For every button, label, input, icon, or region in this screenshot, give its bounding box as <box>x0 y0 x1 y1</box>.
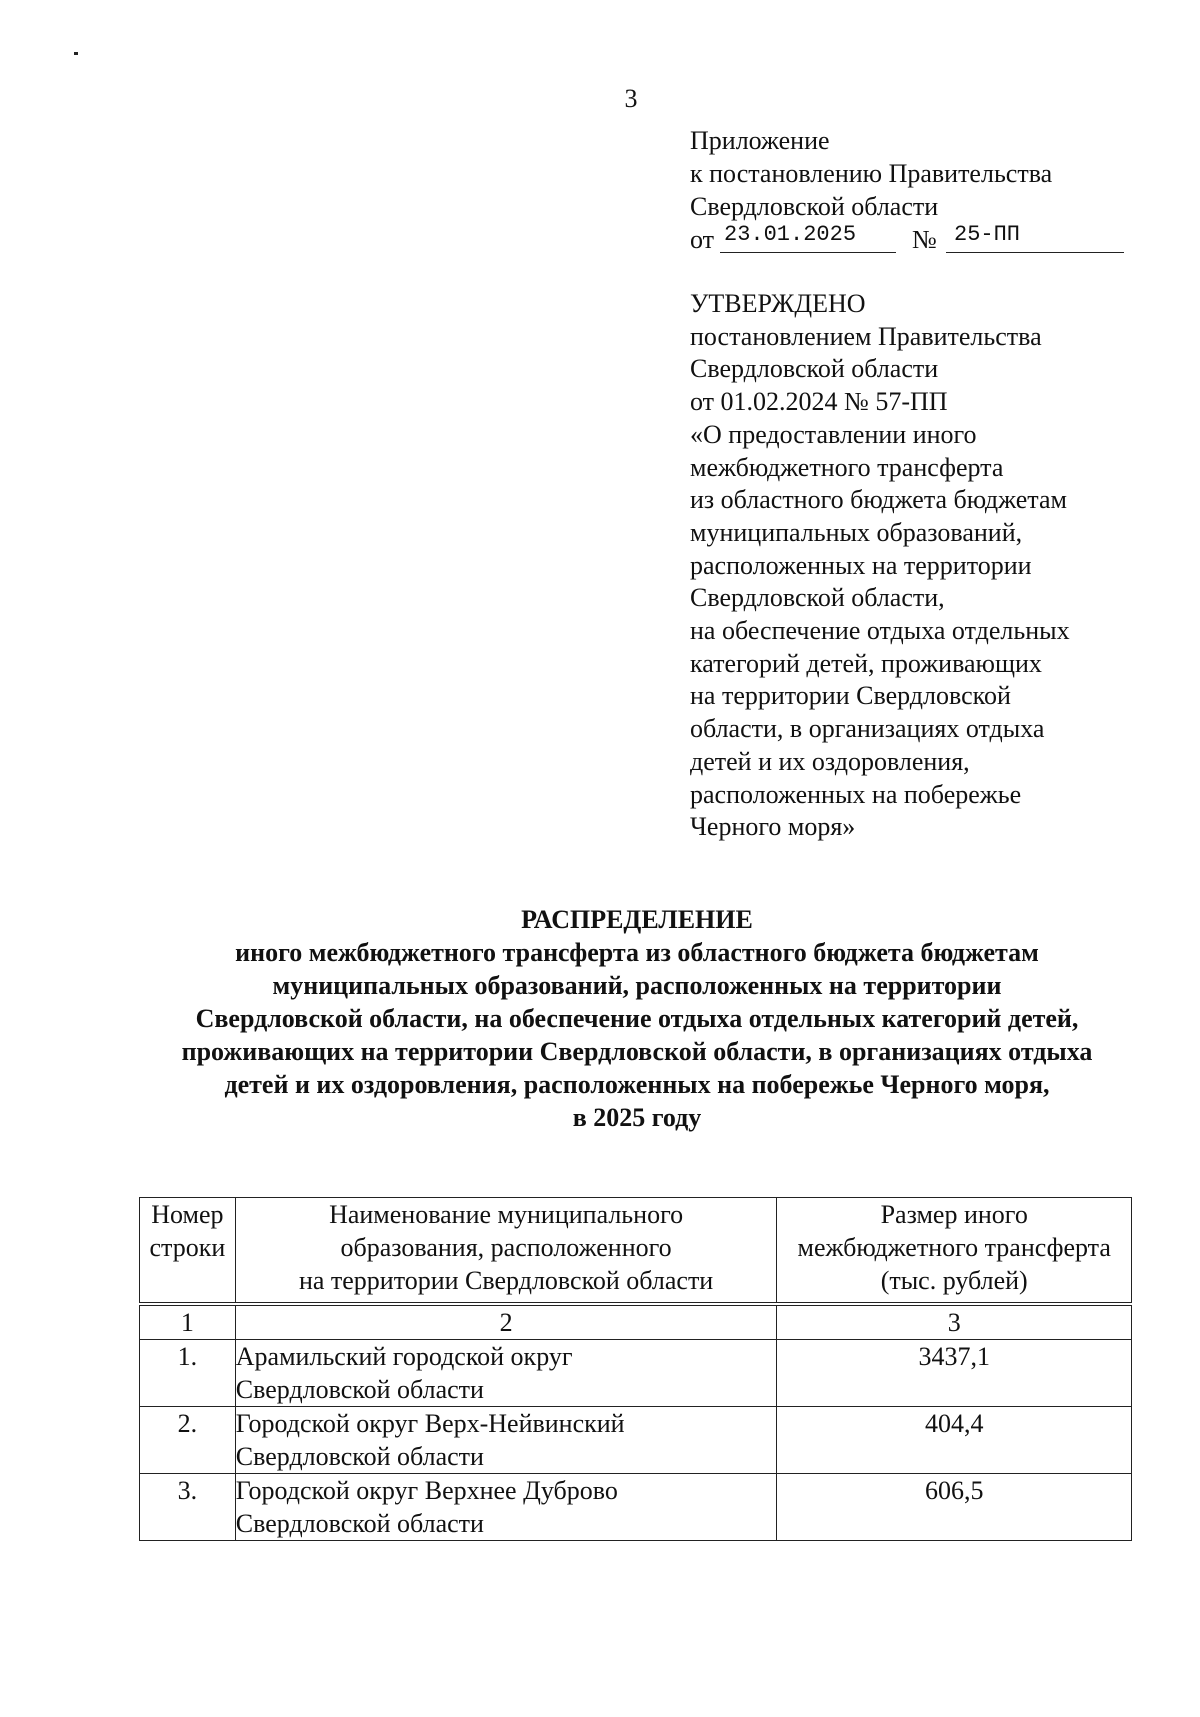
approved-line: межбюджетного трансферта <box>690 452 1004 482</box>
title-line: детей и их оздоровления, расположенных на побережье Черного моря, <box>224 1070 1050 1099</box>
appendix-date-row <box>690 223 1052 256</box>
header-line: Номер <box>151 1200 224 1229</box>
header-line: Размер иного <box>880 1200 1028 1229</box>
column-number: 2 <box>235 1304 777 1340</box>
approved-line: на территории Свердловской <box>690 681 1011 711</box>
column-number: 3 <box>777 1304 1132 1340</box>
municipality-name <box>235 1340 777 1407</box>
name-line: Свердловской области <box>235 1375 484 1404</box>
page-number: 3 <box>624 84 638 113</box>
title-line: иного межбюджетного трансферта из областного бюджета бюджетам <box>235 938 1039 967</box>
row-number: 1. <box>140 1340 236 1407</box>
appendix-line: Свердловской области <box>690 192 939 221</box>
approved-line: расположенных на территории <box>690 550 1032 580</box>
document-title <box>120 903 1154 1134</box>
title-line: проживающих на территории Свердловской области, в организациях отдыха <box>181 1037 1093 1066</box>
name-line: Городской округ Верх-Нейвинский <box>235 1409 625 1438</box>
header-line: на территории Свердловской области <box>298 1266 714 1295</box>
approved-line: УТВЕРЖДЕНО <box>690 289 866 318</box>
decree-date: 23.01.2025 <box>720 223 896 253</box>
date-prefix: от <box>690 225 715 254</box>
approved-line: «О предоставлении иного <box>690 419 977 449</box>
column-numbering-row <box>140 1304 1132 1340</box>
name-line: Свердловской области <box>235 1509 484 1538</box>
header-line: (тыс. рублей) <box>880 1266 1028 1295</box>
title-line: РАСПРЕДЕЛЕНИЕ <box>521 905 753 934</box>
row-number: 2. <box>140 1407 236 1474</box>
decree-number: 25-ПП <box>946 223 1124 253</box>
appendix-line: к постановлению Правительства <box>690 159 1053 188</box>
approved-line: на обеспечение отдыха отдельных <box>690 616 1070 646</box>
appendix-block <box>690 124 1052 256</box>
scan-speck <box>74 52 78 55</box>
header-line: образования, расположенного <box>340 1233 672 1262</box>
transfer-amount: 3437,1 <box>777 1340 1132 1407</box>
header-row-number <box>140 1198 236 1305</box>
approved-line: Свердловской области <box>690 354 939 384</box>
title-line: в 2025 году <box>572 1103 702 1132</box>
approved-block <box>690 288 1070 844</box>
approved-line: муниципальных образований, <box>690 517 1023 547</box>
municipality-name <box>235 1474 777 1541</box>
row-number: 3. <box>140 1474 236 1541</box>
header-line: Наименование муниципального <box>329 1200 684 1229</box>
header-municipality-name <box>235 1198 777 1305</box>
table-header-row <box>140 1198 1132 1305</box>
header-line: межбюджетного трансферта <box>797 1233 1111 1262</box>
approved-line: категорий детей, проживающих <box>690 648 1042 678</box>
approved-line: детей и их оздоровления, <box>690 746 970 776</box>
appendix-line: Приложение <box>690 126 830 155</box>
title-line: муниципальных образований, расположенных на территории <box>272 971 1002 1000</box>
approved-line: области, в организациях отдыха <box>690 714 1045 744</box>
name-line: Городской округ Верхнее Дуброво <box>235 1476 618 1505</box>
approved-line: Черного моря» <box>690 812 856 842</box>
distribution-table <box>139 1197 1132 1541</box>
approved-line: расположенных на побережье <box>690 779 1022 809</box>
approved-line: из областного бюджета бюджетам <box>690 485 1067 515</box>
approved-line: от 01.02.2024 № 57-ПП <box>690 387 948 417</box>
header-line: строки <box>149 1233 226 1262</box>
name-line: Свердловской области <box>235 1442 484 1471</box>
transfer-amount: 404,4 <box>777 1407 1132 1474</box>
number-sign: № <box>912 225 937 254</box>
name-line: Арамильский городской округ <box>235 1342 573 1371</box>
municipality-name <box>235 1407 777 1474</box>
column-number: 1 <box>140 1304 236 1340</box>
header-transfer-amount <box>777 1198 1132 1305</box>
approved-line: постановлением Правительства <box>690 321 1042 351</box>
table-row <box>140 1407 1132 1474</box>
title-line: Свердловской области, на обеспечение отдыха отдельных категорий детей, <box>195 1004 1079 1033</box>
table-row <box>140 1340 1132 1407</box>
approved-line: Свердловской области, <box>690 583 945 613</box>
transfer-amount: 606,5 <box>777 1474 1132 1541</box>
table-row <box>140 1474 1132 1541</box>
